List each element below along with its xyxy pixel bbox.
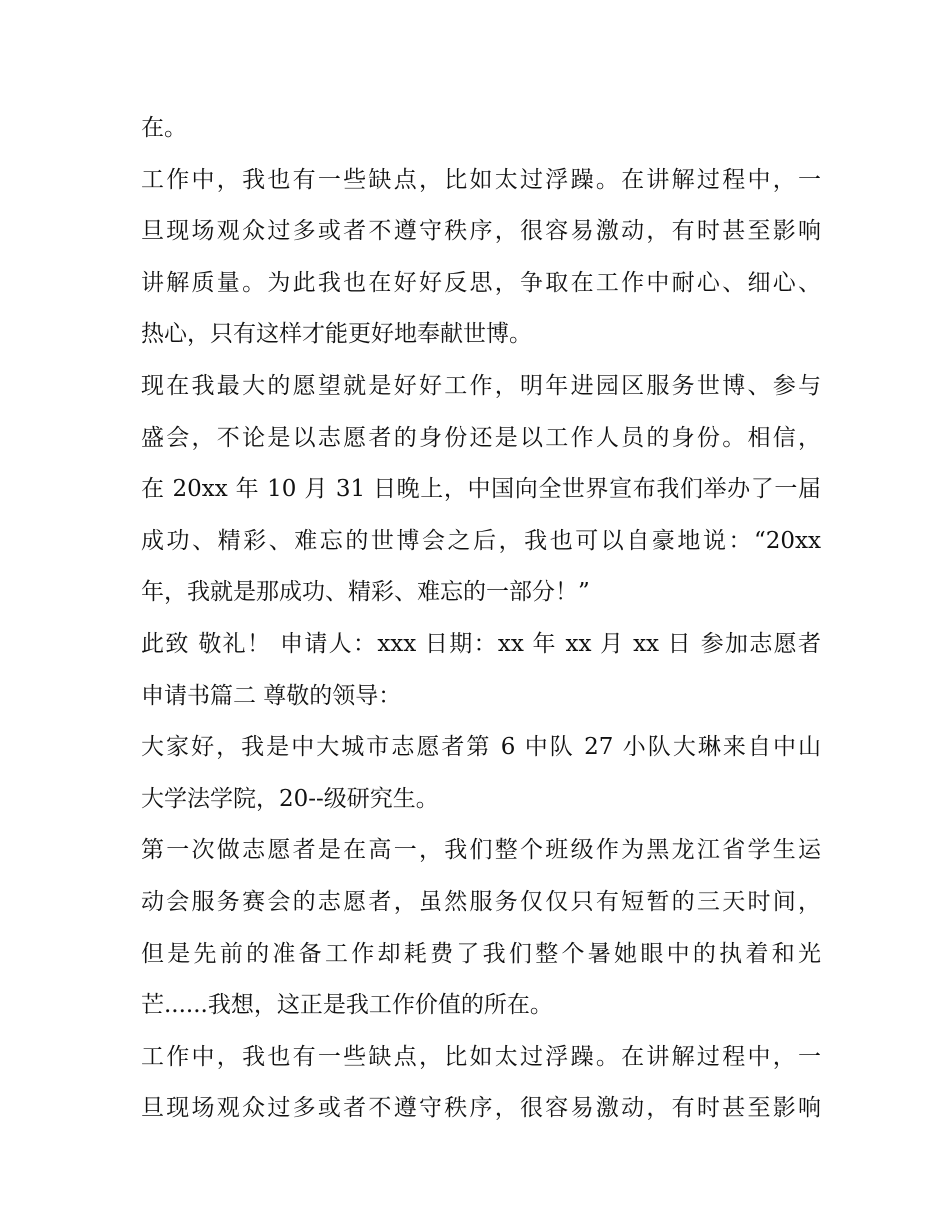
text-line: 工作中，我也有一些缺点，比如太过浮躁。在讲解过程中，一 — [141, 166, 821, 193]
text-line: 盛会，不论是以志愿者的身份还是以工作人员的身份。相信， — [141, 424, 821, 451]
text-line: 在。 — [141, 115, 187, 141]
text-line: 旦现场观众过多或者不遵守秩序，很容易激动，有时甚至影响 — [141, 1095, 821, 1122]
text-line: 此致 敬礼！ 申请人：xxx 日期：xx 年 xx 月 xx 日 参加志愿者 — [141, 630, 821, 657]
text-line: 大学法学院，20--级研究生。 — [141, 785, 439, 812]
text-line: 年，我就是那成功、精彩、难忘的一部分！” — [141, 579, 590, 606]
text-line: 动会服务赛会的志愿者，虽然服务仅仅只有短暂的三天时间， — [141, 888, 821, 915]
text-line: 热心，只有这样才能更好地奉献世博。 — [141, 321, 532, 348]
text-line: 讲解质量。为此我也在好好反思，争取在工作中耐心、细心、 — [141, 269, 821, 296]
text-line: 在 20xx 年 10 月 31 日晚上，中国向全世界宣布我们举办了一届 — [141, 476, 821, 503]
text-line: 现在我最大的愿望就是好好工作，明年进园区服务世博、参与 — [141, 372, 821, 399]
text-line: 芒......我想，这正是我工作价值的所在。 — [141, 992, 553, 1019]
document-body — [141, 103, 821, 1135]
text-line: 第一次做志愿者是在高一，我们整个班级作为黑龙江省学生运 — [141, 837, 821, 864]
text-line: 申请书篇二 尊敬的领导： — [141, 682, 402, 709]
text-line: 工作中，我也有一些缺点，比如太过浮躁。在讲解过程中，一 — [141, 1043, 821, 1070]
text-line: 大家好，我是中大城市志愿者第 6 中队 27 小队大琳来自中山 — [141, 734, 821, 761]
text-line: 成功、精彩、难忘的世博会之后，我也可以自豪地说：“20xx — [141, 527, 821, 554]
text-line: 旦现场观众过多或者不遵守秩序，很容易激动，有时甚至影响 — [141, 218, 821, 245]
text-line: 但是先前的准备工作却耗费了我们整个暑她眼中的执着和光 — [141, 940, 821, 967]
